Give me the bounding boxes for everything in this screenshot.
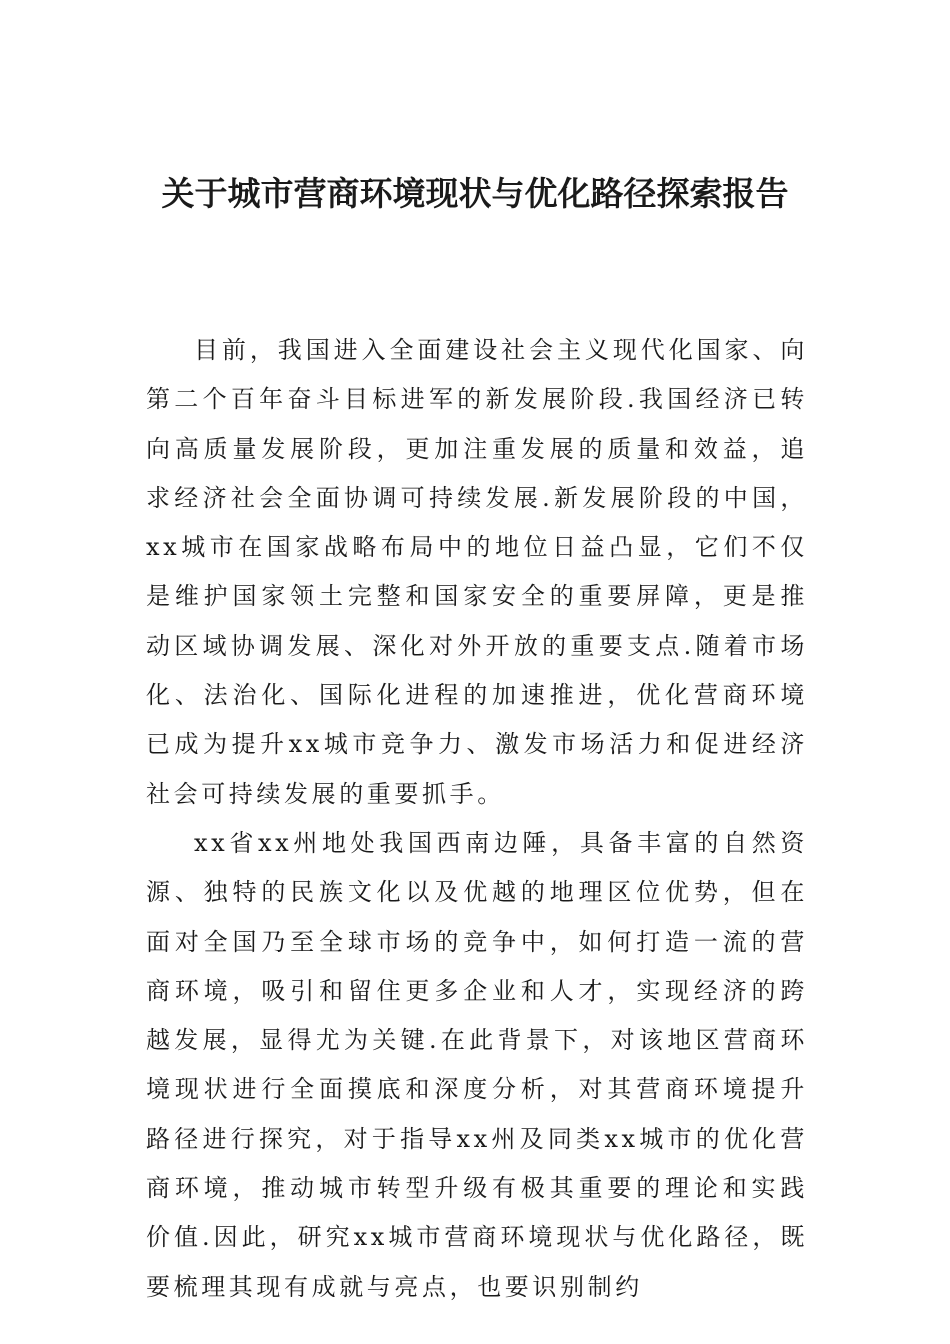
paragraph-2: xx省xx州地处我国西南边陲，具备丰富的自然资源、独特的民族文化以及优越的地理区位优势，但在面对全国乃至全球市场的竞争中，如何打造一流的营商环境，吸引和留住更多企业和人才，实现经济的跨越发展，显得尤为关键.在此背景下，对该地区营商环境现状进行全面摸底和深度分析，对其营商环境提升路径进行探究，对于指导xx州及同类xx城市的优化营商环境，推动城市转型升级有极其重要的理论和实践价值.因此，研究xx城市营商环境现状与优化路径，既要梳理其现有成就与亮点，也要识别制约 xyxy=(146,828,808,1301)
document-body xyxy=(146,326,808,1312)
document-title: 关于城市营商环境现状与优化路径探索报告 xyxy=(161,174,789,213)
paragraph-1: 目前，我国进入全面建设社会主义现代化国家、向第二个百年奋斗目标进军的新发展阶段.我国经济已转向高质量发展阶段，更加注重发展的质量和效益，追求经济社会全面协调可持续发展.新发展阶段的中国，xx城市在国家战略布局中的地位日益凸显，它们不仅是维护国家领土完整和国家安全的重要屏障，更是推动区域协调发展、深化对外开放的重要支点.随着市场化、法治化、国际化进程的加速推进，优化营商环境已成为提升xx城市竞争力、激发市场活力和促进经济社会可持续发展的重要抓手。 xyxy=(146,336,808,808)
